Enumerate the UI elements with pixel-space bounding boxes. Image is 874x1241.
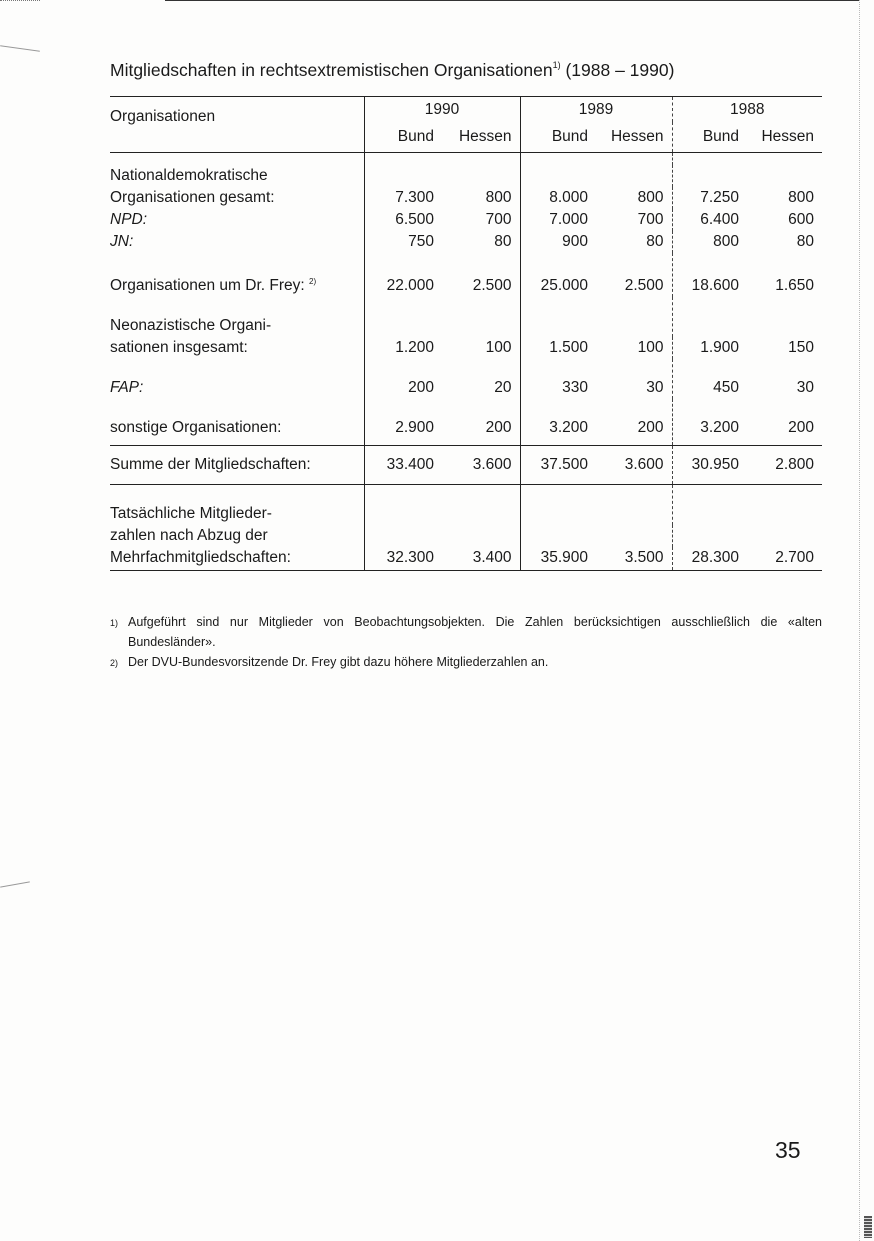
header-hessen: Hessen bbox=[442, 122, 520, 153]
table-row-sum bbox=[110, 446, 822, 485]
cell-value: 30 bbox=[646, 379, 664, 397]
footnote-mark: 1) bbox=[110, 618, 119, 628]
header-bund: Bund bbox=[672, 122, 747, 153]
row-label: sonstige Organisationen: bbox=[110, 419, 282, 437]
cell-value: 3.600 bbox=[596, 446, 672, 485]
cell-value: 100 bbox=[485, 339, 512, 357]
header-hessen: Hessen bbox=[747, 122, 822, 153]
cell-value: 700 bbox=[485, 211, 512, 228]
cell-value: 2.900 bbox=[364, 399, 442, 446]
cell-value: 7.000 bbox=[520, 209, 596, 231]
header-bund: Bund bbox=[520, 122, 596, 153]
cell-value: 2.500 bbox=[472, 277, 512, 295]
cell-value: 1.500 bbox=[520, 337, 596, 359]
title-range: (1988 – 1990) bbox=[565, 60, 675, 80]
cell-value: 1.200 bbox=[364, 337, 442, 359]
cell-value: 600 bbox=[788, 211, 815, 228]
row-label: zahlen nach Abzug der bbox=[110, 527, 268, 545]
cell-value: 2.800 bbox=[747, 446, 822, 485]
scan-edge-line bbox=[0, 0, 40, 1]
page-top-rule bbox=[165, 0, 860, 1]
cell-value: 800 bbox=[637, 189, 664, 206]
cell-value: 7.250 bbox=[672, 187, 747, 209]
cell-value: 1.650 bbox=[775, 277, 815, 295]
scan-edge-right bbox=[859, 0, 860, 1241]
table-row bbox=[110, 165, 822, 187]
cell-value: 3.600 bbox=[442, 446, 520, 485]
row-label: Summe der Mitgliedschaften: bbox=[110, 446, 364, 485]
scan-artifact bbox=[0, 45, 40, 52]
cell-value: 28.300 bbox=[672, 547, 747, 571]
footnote-text: Aufgeführt sind nur Mitglieder von Beobachtungsobjekten. Die Zahlen berücksichtigen ausschließlich die «alten Bundesländer». bbox=[128, 615, 822, 649]
footnote-1 bbox=[110, 612, 822, 652]
row-label: Organisationen gesamt: bbox=[110, 189, 275, 206]
page-number: 35 bbox=[775, 1137, 801, 1163]
cell-value: 800 bbox=[672, 231, 747, 253]
cell-value: 7.300 bbox=[364, 187, 442, 209]
table-row bbox=[110, 231, 822, 253]
cell-value: 35.900 bbox=[520, 547, 596, 571]
cell-value: 3.200 bbox=[672, 399, 747, 446]
cell-value: 3.400 bbox=[442, 547, 520, 571]
cell-value: 32.300 bbox=[364, 547, 442, 571]
cell-value: 100 bbox=[637, 339, 664, 357]
cell-value: 200 bbox=[364, 359, 442, 399]
cell-value: 2.700 bbox=[747, 547, 822, 571]
cell-value: 6.400 bbox=[672, 209, 747, 231]
cell-value: 800 bbox=[788, 189, 815, 206]
table-row bbox=[110, 209, 822, 231]
cell-value: 3.200 bbox=[520, 399, 596, 446]
row-label: Organisationen um Dr. Frey: bbox=[110, 277, 305, 295]
row-label: NPD: bbox=[110, 211, 148, 228]
cell-value: 22.000 bbox=[364, 253, 442, 297]
footnote-2 bbox=[110, 652, 822, 673]
header-year-1988: 1988 bbox=[672, 97, 822, 123]
row-label: sationen insgesamt: bbox=[110, 339, 248, 357]
cell-value: 450 bbox=[672, 359, 747, 399]
scan-edge-mark bbox=[864, 1216, 872, 1238]
table-row bbox=[110, 253, 822, 297]
cell-value: 900 bbox=[520, 231, 596, 253]
header-organisationen: Organisationen bbox=[110, 97, 364, 153]
cell-value: 37.500 bbox=[520, 446, 596, 485]
row-label: FAP: bbox=[110, 379, 144, 397]
table-row bbox=[110, 485, 822, 526]
cell-value: 8.000 bbox=[520, 187, 596, 209]
cell-value: 30.950 bbox=[672, 446, 747, 485]
cell-value: 3.500 bbox=[596, 547, 672, 571]
cell-value: 1.900 bbox=[672, 337, 747, 359]
cell-value: 800 bbox=[485, 189, 512, 206]
footnote-text: Der DVU-Bundesvorsitzende Dr. Frey gibt dazu höhere Mitgliederzahlen an. bbox=[128, 655, 549, 669]
cell-value: 200 bbox=[637, 419, 664, 437]
table-row bbox=[110, 359, 822, 399]
title-text: Mitgliedschaften in rechtsextremistischen Organisationen bbox=[110, 60, 553, 80]
table-row bbox=[110, 297, 822, 337]
cell-value: 200 bbox=[788, 419, 815, 437]
table-row bbox=[110, 399, 822, 446]
cell-value: 25.000 bbox=[520, 253, 596, 297]
header-year-1990: 1990 bbox=[364, 97, 520, 123]
row-label: JN: bbox=[110, 233, 134, 250]
cell-value: 80 bbox=[494, 233, 512, 250]
footnote-mark: 2) bbox=[309, 277, 317, 286]
cell-value: 80 bbox=[796, 233, 815, 250]
cell-value: 6.500 bbox=[364, 209, 442, 231]
table-row bbox=[110, 547, 822, 571]
cell-value: 330 bbox=[520, 359, 596, 399]
scan-artifact bbox=[0, 881, 30, 887]
title-footnote-mark: 1) bbox=[552, 60, 561, 71]
table-row bbox=[110, 525, 822, 547]
cell-value: 80 bbox=[646, 233, 664, 250]
cell-value: 200 bbox=[485, 419, 512, 437]
cell-value: 750 bbox=[364, 231, 442, 253]
table-row bbox=[110, 337, 822, 359]
table-row bbox=[110, 187, 822, 209]
row-label: Tatsächliche Mitglieder- bbox=[110, 505, 272, 523]
table-title bbox=[110, 60, 830, 81]
cell-value: 150 bbox=[788, 339, 815, 357]
cell-value: 20 bbox=[494, 379, 512, 397]
row-label: Nationaldemokratische bbox=[110, 167, 268, 184]
header-bund: Bund bbox=[364, 122, 442, 153]
footnotes bbox=[110, 612, 822, 673]
cell-value: 33.400 bbox=[364, 446, 442, 485]
cell-value: 30 bbox=[796, 379, 815, 397]
header-year-1989: 1989 bbox=[520, 97, 672, 123]
footnote-mark: 2) bbox=[110, 658, 119, 668]
row-label: Mehrfachmitgliedschaften: bbox=[110, 547, 364, 571]
header-hessen: Hessen bbox=[596, 122, 672, 153]
row-label: Neonazistische Organi- bbox=[110, 317, 272, 335]
cell-value: 2.500 bbox=[624, 277, 664, 295]
cell-value: 700 bbox=[637, 211, 664, 228]
cell-value: 18.600 bbox=[672, 253, 747, 297]
membership-table bbox=[110, 96, 822, 571]
